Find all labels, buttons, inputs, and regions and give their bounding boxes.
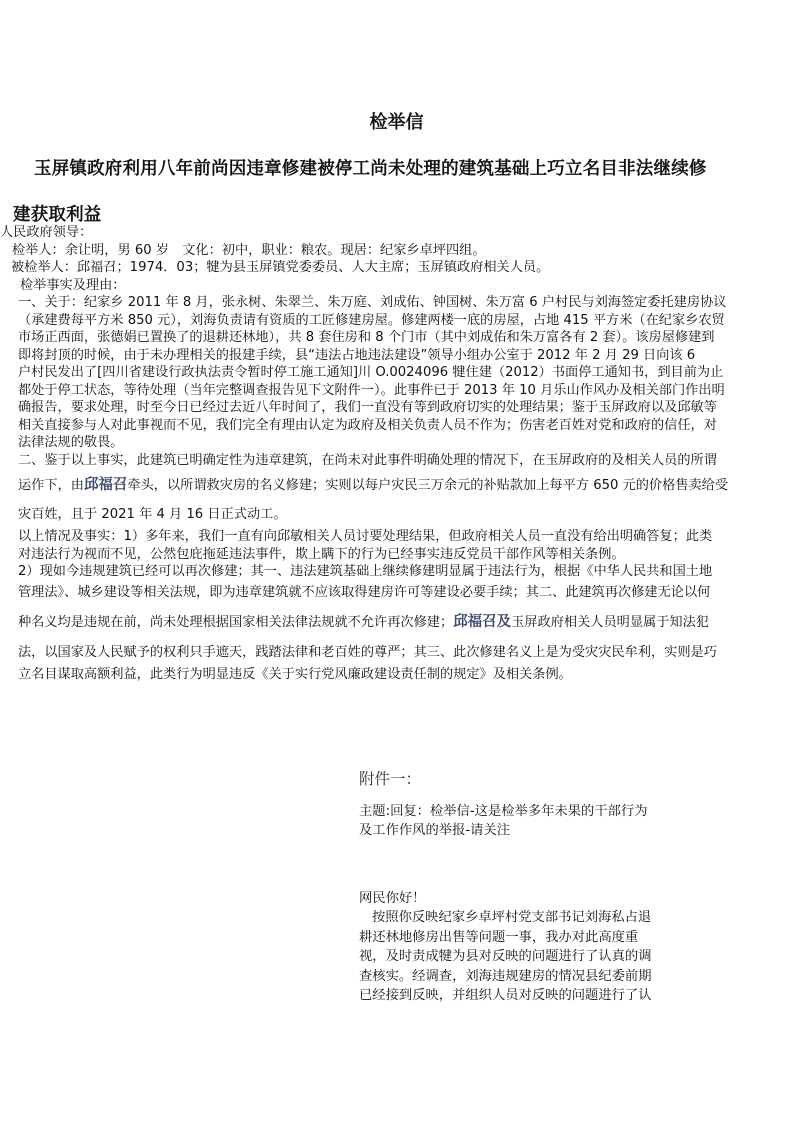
section-2	[0, 452, 785, 529]
section-3-text: 种名义均是违规在前，尚未处理根据国家相关法律法规就不允许再次修建；	[18, 614, 454, 630]
reply-greeting: 网民你好！	[359, 890, 426, 906]
reply-line: 查核实。经调查，刘海违规建房的情况县纪委前期	[359, 968, 652, 984]
section-2-text: 牵头，以所谓救灾房的名义修建；实则以每户灾民三万余元的补贴款加上每平方 650 元的价格售卖给受	[127, 478, 729, 493]
section-2-text: 运作下，由	[18, 478, 84, 493]
facts-heading: 检举事实及理由：	[20, 277, 126, 293]
section-3-line: 管理法》、城乡建设等相关法规，即为违章建筑就不应该取得建房许可等建设必要手续；其二、此建筑再次修建无论以何	[18, 584, 711, 600]
letter-body	[0, 224, 785, 683]
section-3	[0, 528, 785, 683]
section-1-line: 户村民发出了[四川省建设行政执法责令暂时停工施工通知]川 O.0024096 犍住建（2012）书面停工通知书，到目前为止	[18, 365, 724, 380]
subtitle-line-1: 玉屏镇政府利用八年前尚因违章修建被停工尚未处理的建筑基础上巧立名目非法继续修	[34, 159, 707, 179]
reply-line: 已经接到反映，并组织人员对反映的问题进行了认	[359, 988, 652, 1003]
attachment-one	[359, 770, 689, 1006]
section-2-line: 灾百姓，且于 2021 年 4 月 16 日正式动工。	[18, 507, 287, 522]
reply-line: 视，及时责成犍为县对反映的问题进行了认真的调	[359, 949, 652, 964]
attachment-subject: 主题:回复：检举信-这是检举多年未果的干部行为	[359, 803, 648, 819]
section-1-line: 市场正西面，张德娟已置换了的退耕还林地），共 8 套住房和 8 个门市（其中刘成佑和朱万富各有 2 套）。该房屋修建到	[18, 330, 715, 345]
section-3-line: 以上情况及事实：1）多年来，我们一直有向邱敏相关人员讨要处理结果，但政府相关人员一直没有给出明确答复；此类	[18, 529, 713, 544]
section-3-line: 立名目谋取高额利益，此类行为明显违反《关于实行党风廉政建设责任制的规定》及相关条例。	[18, 666, 572, 682]
highlighted-name: 邱福召及	[453, 613, 512, 630]
attachment-subject: 及工作作风的举报-请关注	[359, 823, 511, 838]
document-title: 检举信	[369, 112, 424, 133]
section-1-line: 都处于停工状态，等待处理（当年完整调查报告见下文附件一）。此事件已于 2013 年 10 月乐山作风办及相关部门作出明	[18, 382, 725, 398]
salutation: 人民政府领导：	[0, 225, 93, 240]
complainant-info: 检举人：余让明，男 60 岁 文化：初中，职业：粮农。现居：纪家乡卓坪四组。	[12, 242, 486, 258]
accused-info: 被检举人：邱福召；1974．03；犍为县玉屏镇党委委员、人大主席；玉屏镇政府相关人员。	[11, 260, 550, 275]
subtitle-line-2: 建获取利益	[13, 205, 102, 225]
section-3-text: 玉屏政府相关人员明显属于知法犯	[511, 614, 709, 630]
section-1	[0, 294, 785, 452]
section-1-line: 一、关于：纪家乡 2011 年 8 月，张永树、朱翠兰、朱万庭、刘成佑、钟国树、朱万富 6 户村民与刘海签定委托建房协议	[18, 295, 727, 310]
section-1-line: 确报告，要求处理，时至今日已经过去近八年时间了，我们一直没有等到政府切实的处理结果；鉴于玉屏政府以及邱敏等	[18, 400, 717, 415]
section-2-line: 二、鉴于以上事实，此建筑已明确定性为违章建筑，在尚未对此事件明确处理的情况下，在玉屏政府的及相关人员的所谓	[18, 452, 717, 468]
attachment-heading: 附件一：	[359, 770, 422, 788]
reply-line: 耕还林地修房出售等问题一事，我办对此高度重	[359, 929, 639, 945]
section-1-line: 即将封顶的时候，由于未办理相关的报建手续，县“违法占地违法建设”领导小组办公室于 2012 年 2 月 29 日向该 6	[18, 347, 696, 363]
section-1-line: （承建费每平方米 850 元），刘海负责请有资质的工匠修建房屋。修建两楼一底的房屋，占地 415 平方米（在纪家乡农贸	[18, 312, 725, 328]
section-3-line: 对违法行为视而不见，公然包庇拖延违法事件，欺上瞒下的行为已经事实违反党员干部作风等相关条例。	[18, 546, 625, 562]
reply-line: 按照你反映纪家乡卓坪村党支部书记刘海私占退	[372, 910, 652, 925]
section-1-line: 法律法规的敬畏。	[18, 435, 124, 450]
section-3-line: 2）现如今违规建筑已经可以再次修建；其一、违法建筑基础上继续修建明显属于违法行为，根据《中华人民共和国土地	[18, 564, 713, 579]
section-3-line: 法，以国家及人民赋予的权利只手遮天，践踏法律和老百姓的尊严；其三、此次修建名义上是为受灾灾民牟利，实则是巧	[18, 644, 717, 660]
highlighted-name: 邱福召	[83, 477, 128, 493]
section-2-line	[18, 469, 785, 502]
section-1-line: 相关直接参与人对此事视而不见，我们完全有理由认定为政府及相关负责人员不作为；伤害老百姓对党和政府的信任，对	[18, 417, 717, 433]
section-3-line	[18, 605, 785, 640]
